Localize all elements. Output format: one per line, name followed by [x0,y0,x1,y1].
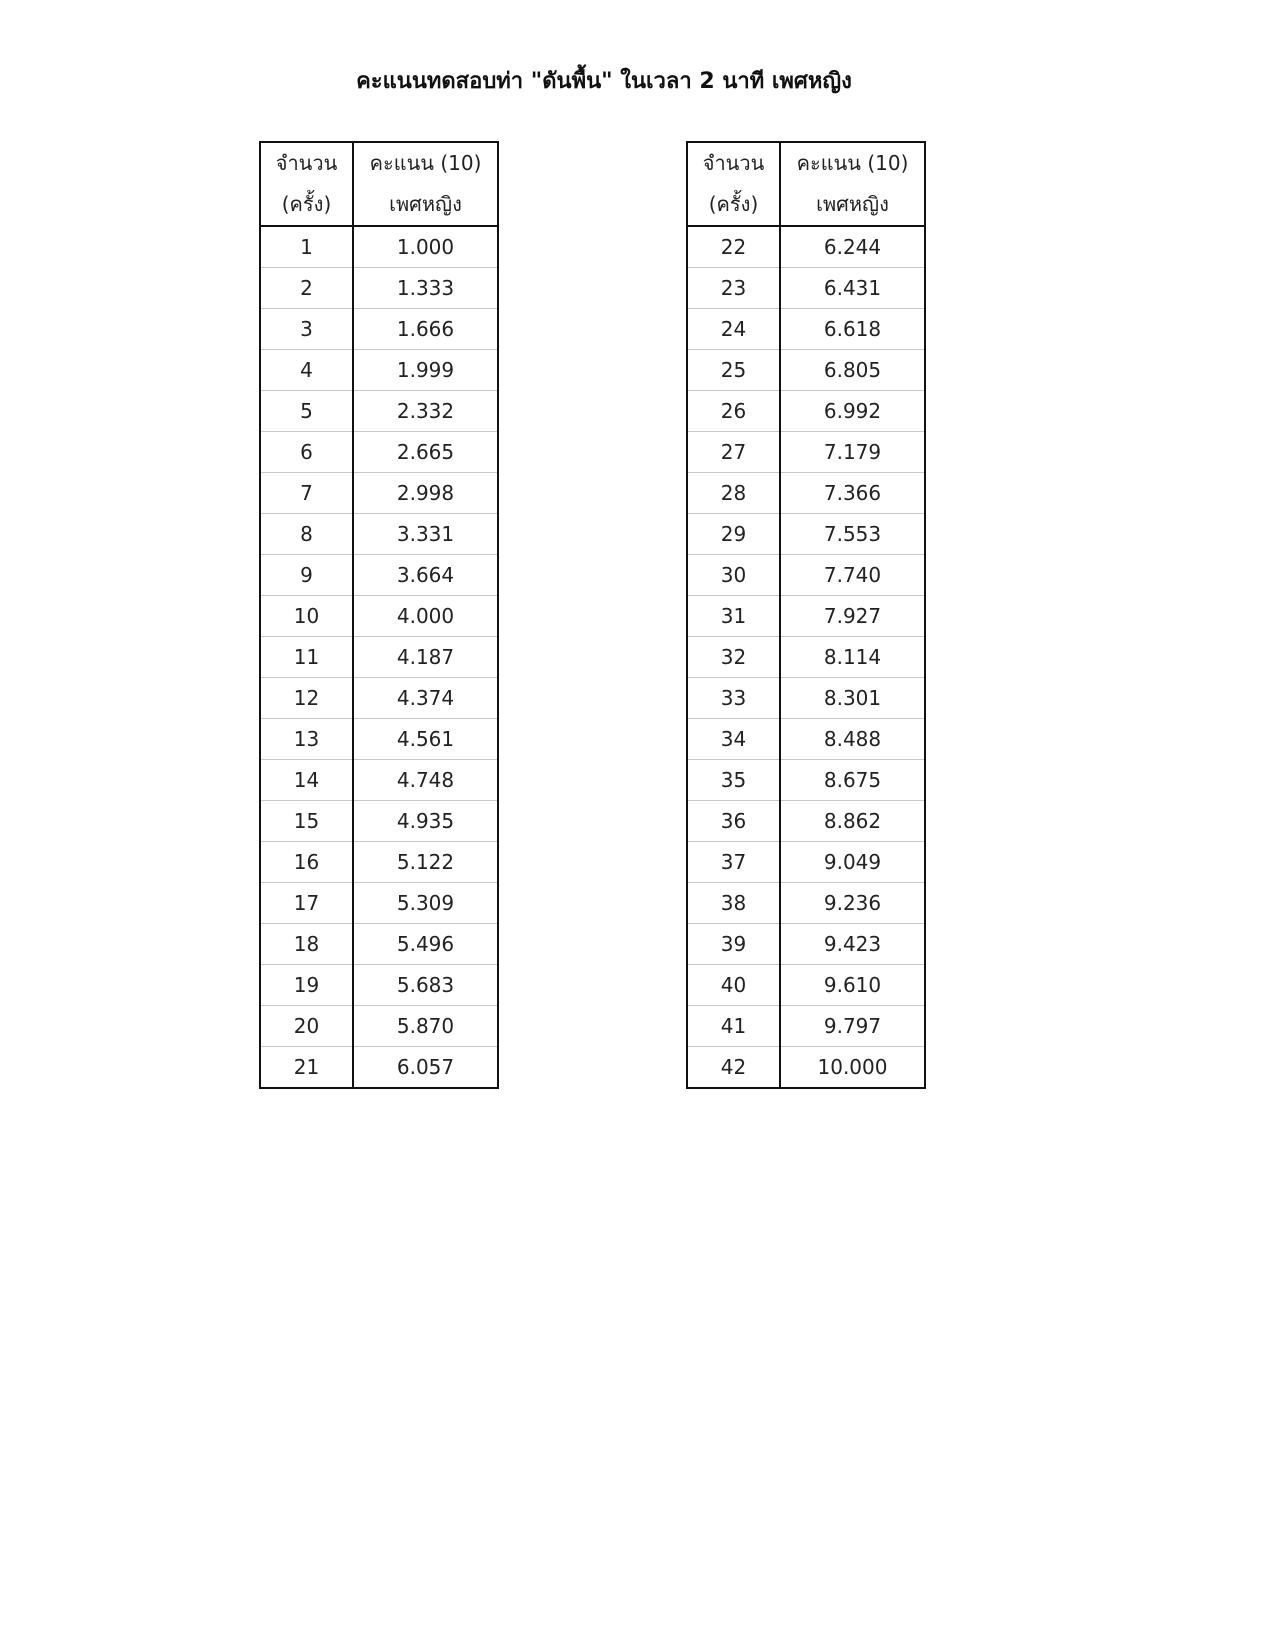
table-row [260,268,498,309]
score-cell: 10.000 [817,1055,888,1079]
score-cell: 7.553 [780,514,925,555]
table-header-row [260,142,498,226]
table-row [687,555,925,596]
score-cell: 7.179 [780,432,925,473]
table-row [687,883,925,924]
score-cell: 6.431 [780,268,925,309]
table-row [260,596,498,637]
table-row [260,719,498,760]
score-cell: 8.488 [780,719,925,760]
count-cell: 42 [687,1047,780,1089]
table-row [687,226,925,268]
score-cell: 6.992 [780,391,925,432]
table-row [687,1006,925,1047]
table-row [260,473,498,514]
score-cell: 6.244 [780,226,925,268]
table-row [260,309,498,350]
count-cell: 5 [260,391,353,432]
table-row [260,924,498,965]
score-column-header [780,142,925,226]
table-row [260,801,498,842]
count-column-header [687,142,780,226]
count-header-line1: จำนวน [702,151,765,175]
count-cell: 3 [260,309,353,350]
count-cell: 20 [260,1006,353,1047]
score-cell: 7.740 [780,555,925,596]
count-cell: 38 [687,883,780,924]
score-cell: 8.675 [780,760,925,801]
score-cell: 9.423 [780,924,925,965]
count-cell: 12 [260,678,353,719]
count-cell: 1 [260,226,353,268]
score-cell: 7.927 [780,596,925,637]
score-cell: 1.000 [353,226,498,268]
score-header-line2: เพศหญิง [389,192,462,216]
table-row [687,432,925,473]
count-cell: 39 [687,924,780,965]
score-cell: 2.332 [353,391,498,432]
count-cell: 24 [687,309,780,350]
table-row [687,924,925,965]
count-cell: 6 [260,432,353,473]
count-header-line1: จำนวน [275,151,338,175]
table-row [687,596,925,637]
score-column-header [353,142,498,226]
count-cell: 16 [260,842,353,883]
table-row [260,514,498,555]
table-row [260,350,498,391]
score-cell: 4.935 [353,801,498,842]
count-cell: 37 [687,842,780,883]
table-row [687,514,925,555]
count-cell: 22 [687,226,780,268]
score-cell: 6.618 [780,309,925,350]
score-cell: 5.870 [353,1006,498,1047]
count-column-header [260,142,353,226]
table-row [687,801,925,842]
count-cell: 25 [687,350,780,391]
table-row [687,760,925,801]
score-cell: 3.664 [353,555,498,596]
count-cell: 40 [687,965,780,1006]
score-cell: 2.665 [353,432,498,473]
table-row [687,1047,925,1089]
score-cell: 8.301 [780,678,925,719]
table-row [260,1047,498,1089]
count-cell: 28 [687,473,780,514]
table-row [687,391,925,432]
count-cell: 4 [260,350,353,391]
score-table-left [259,141,499,1089]
score-cell: 5.309 [353,883,498,924]
score-cell: 6.805 [780,350,925,391]
score-cell: 8.114 [780,637,925,678]
table-row [687,268,925,309]
score-header-line2: เพศหญิง [816,192,889,216]
count-cell: 27 [687,432,780,473]
count-cell: 30 [687,555,780,596]
score-cell: 4.187 [353,637,498,678]
table-row [687,473,925,514]
table-header-row [687,142,925,226]
count-cell: 19 [260,965,353,1006]
count-cell: 15 [260,801,353,842]
table-row [260,391,498,432]
score-header-line1: คะแนน (10) [796,151,909,175]
table-row [260,760,498,801]
table-row [687,719,925,760]
table-row [260,1006,498,1047]
count-cell: 21 [260,1047,353,1089]
count-cell: 23 [687,268,780,309]
count-header-line2: (ครั้ง) [708,192,759,216]
count-cell: 10 [260,596,353,637]
score-cell: 3.331 [353,514,498,555]
table-row [687,637,925,678]
score-cell: 7.366 [780,473,925,514]
score-cell: 1.999 [353,350,498,391]
count-cell: 13 [260,719,353,760]
count-cell: 18 [260,924,353,965]
table-row [687,678,925,719]
count-cell: 7 [260,473,353,514]
table-row [687,350,925,391]
table-row [260,678,498,719]
table-row [260,842,498,883]
count-cell: 32 [687,637,780,678]
table-row [260,637,498,678]
count-cell: 2 [260,268,353,309]
table-row [260,883,498,924]
score-cell: 9.610 [780,965,925,1006]
score-cell: 5.496 [353,924,498,965]
count-cell: 26 [687,391,780,432]
count-cell: 31 [687,596,780,637]
count-cell: 35 [687,760,780,801]
count-cell: 33 [687,678,780,719]
count-header-line2: (ครั้ง) [281,192,332,216]
score-table-right [686,141,926,1089]
table-row [260,555,498,596]
count-cell: 29 [687,514,780,555]
score-cell: 6.057 [396,1055,455,1079]
count-cell: 14 [260,760,353,801]
score-cell: 4.000 [353,596,498,637]
score-cell: 1.666 [353,309,498,350]
score-cell: 5.683 [353,965,498,1006]
score-cell: 4.374 [353,678,498,719]
score-cell: 4.748 [353,760,498,801]
table-row [260,226,498,268]
count-cell: 36 [687,801,780,842]
score-header-line1: คะแนน (10) [369,151,482,175]
score-table-left-body [260,226,498,1088]
score-cell: 4.561 [353,719,498,760]
count-cell: 34 [687,719,780,760]
score-cell: 9.049 [780,842,925,883]
score-cell: 9.797 [780,1006,925,1047]
page-title: คะแนนทดสอบท่า "ดันพื้น" ในเวลา 2 นาที เพศหญิง [356,69,852,94]
score-cell: 1.333 [353,268,498,309]
score-cell: 8.862 [780,801,925,842]
table-row [260,432,498,473]
score-table-right-body [687,226,925,1088]
count-cell: 11 [260,637,353,678]
count-cell: 9 [260,555,353,596]
table-row [687,965,925,1006]
score-cell: 2.998 [353,473,498,514]
table-row [687,842,925,883]
count-cell: 41 [687,1006,780,1047]
count-cell: 8 [260,514,353,555]
table-row [260,965,498,1006]
table-row [687,309,925,350]
score-cell: 5.122 [353,842,498,883]
count-cell: 17 [260,883,353,924]
score-cell: 9.236 [780,883,925,924]
